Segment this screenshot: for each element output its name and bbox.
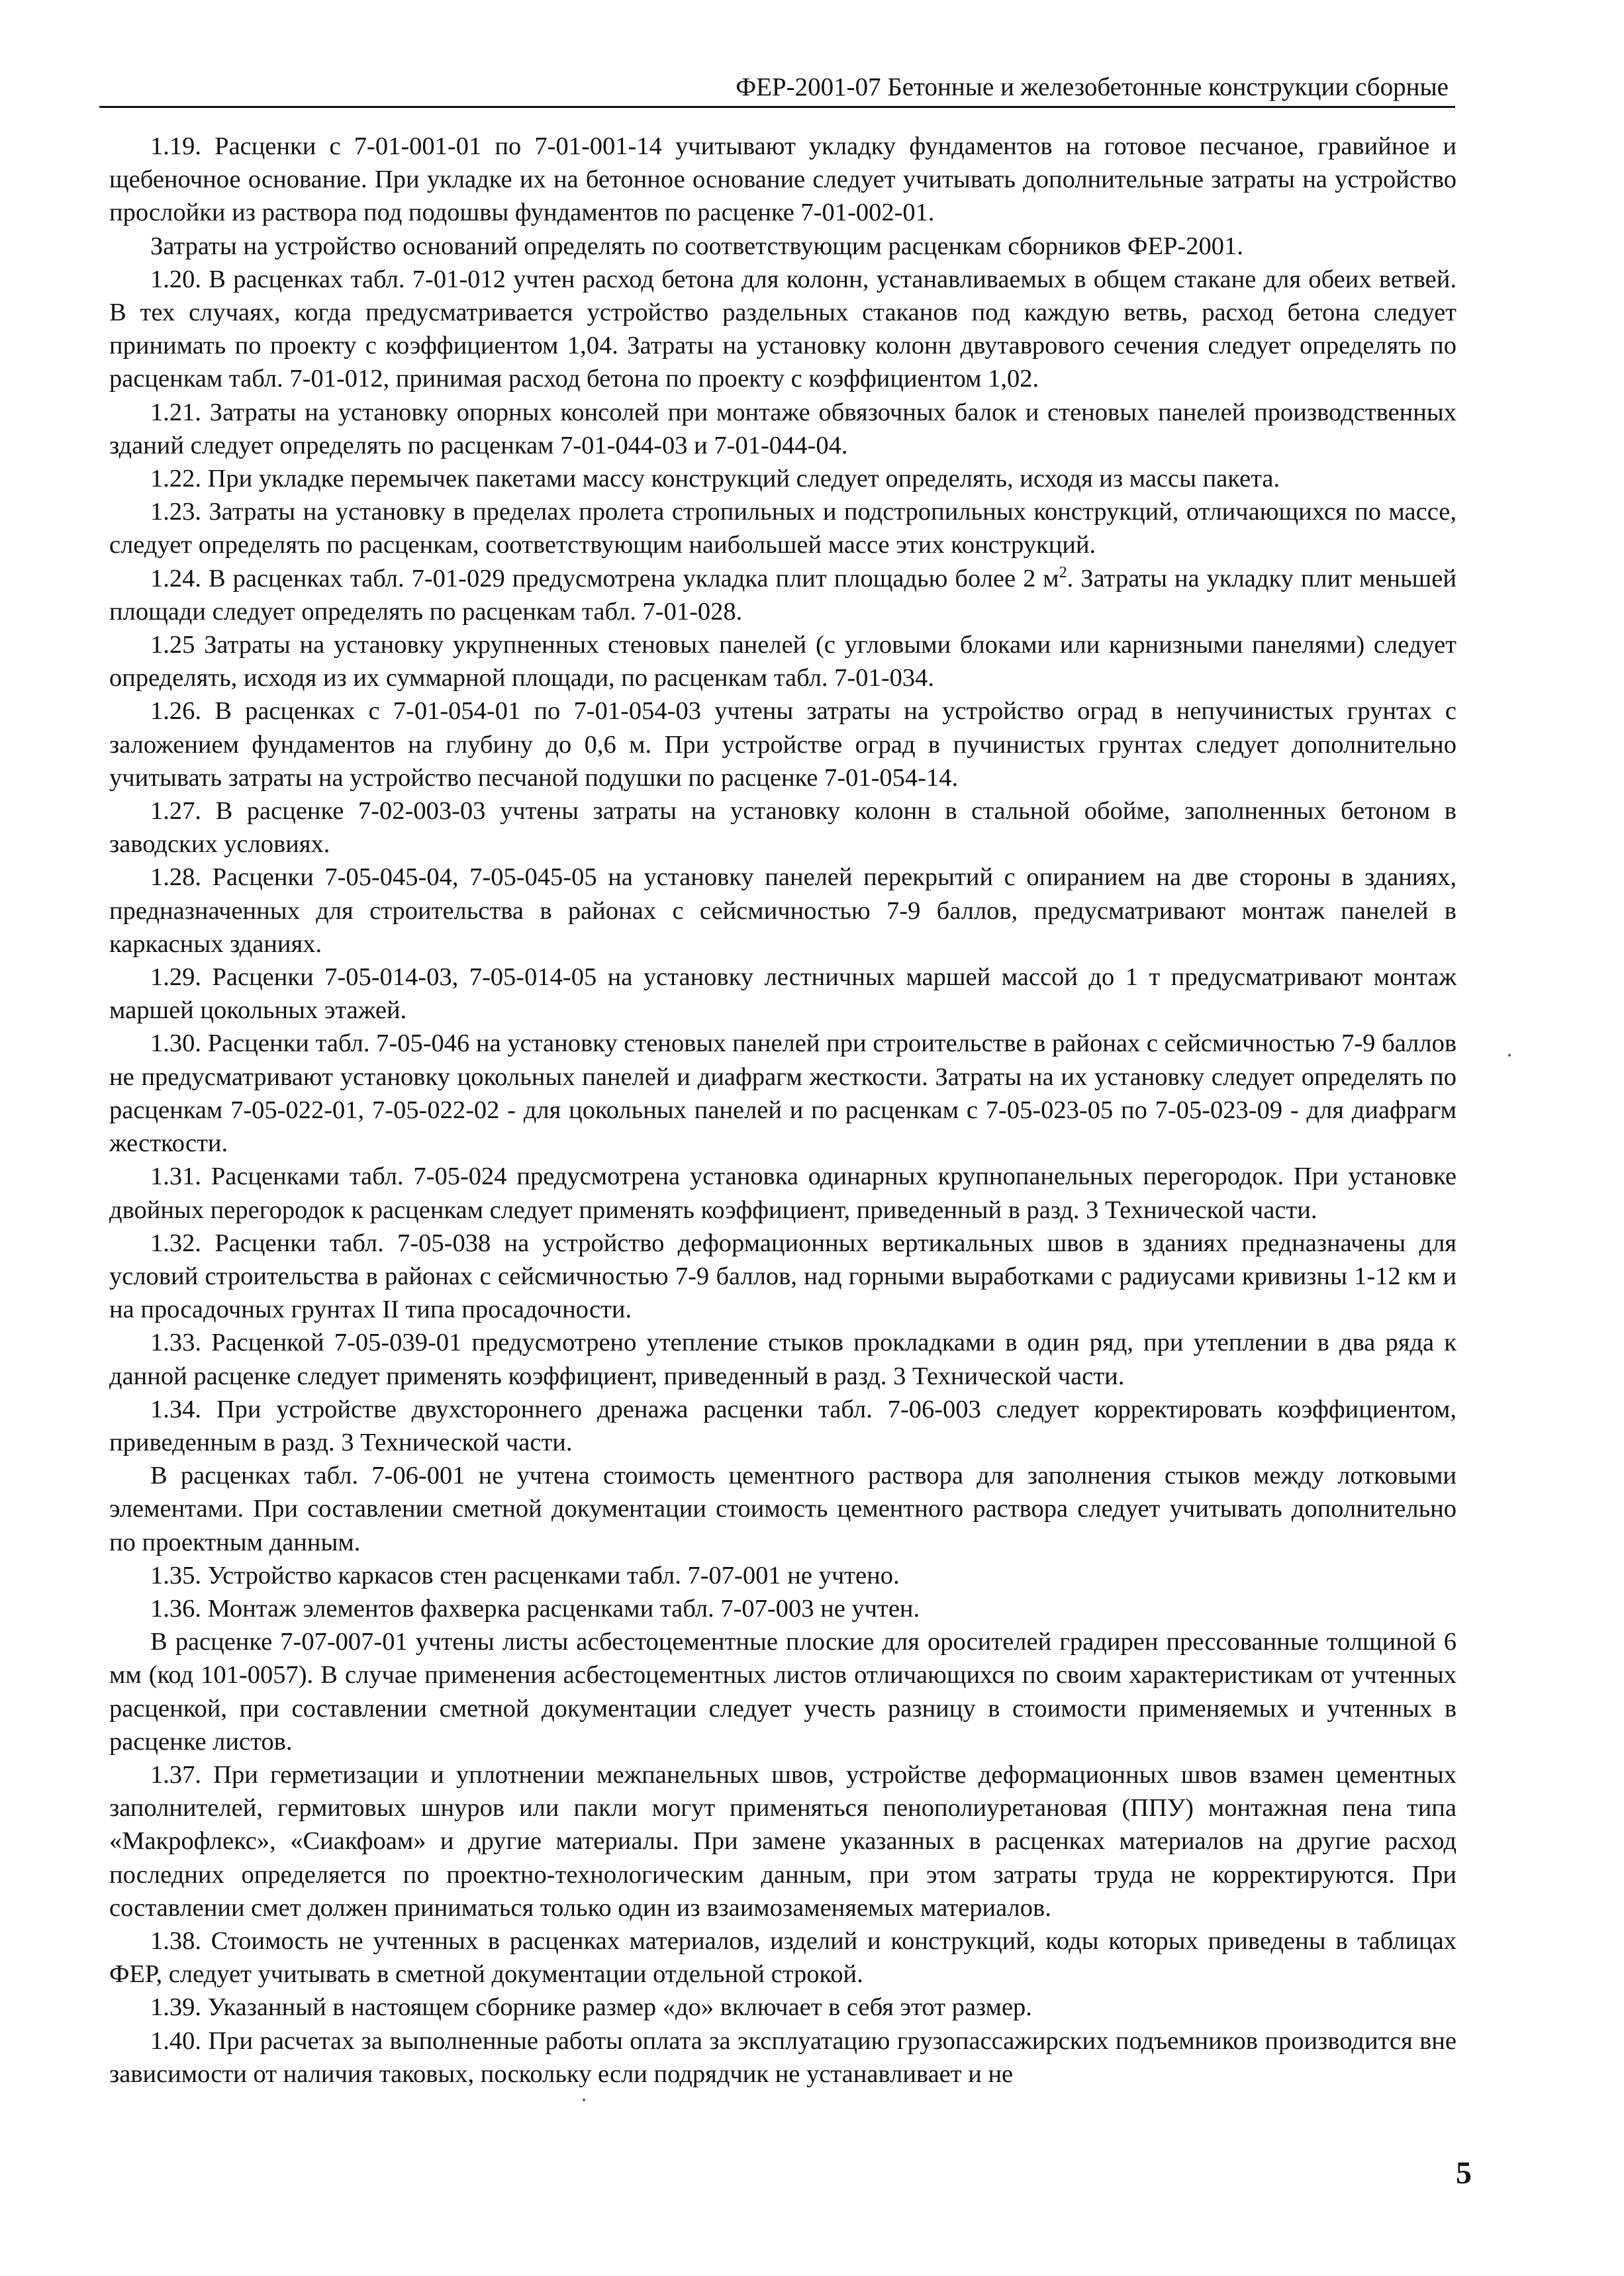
document-body	[109, 130, 1457, 2091]
paragraph-1-38: 1.38. Стоимость не учтенных в расценках материалов, изделий и конструкций, коды которых приведены в таблицах ФЕР, следует учитывать в сметной документации отдельной строкой.	[109, 1926, 1457, 1989]
paragraph-1-23: 1.23. Затраты на установку в пределах пролета стропильных и подстропильных конструкций, отличающихся по массе, следует определять по расценкам, соответствующим наибольшей массе этих конструкций.	[109, 498, 1457, 559]
paragraph-1-32: 1.32. Расценки табл. 7-05-038 на устройство деформационных вертикальных швов в зданиях предназначены для условий строительства в районах с сейсмичностью 7-9 баллов, над горными выработками с радиусами кривизны 1-12 км и на просадочных грунтах II типа просадочности.	[109, 1229, 1457, 1324]
paragraph-1-36: 1.36. Монтаж элементов фахверка расценками табл. 7-07-003 не учтен.	[150, 1594, 920, 1623]
paragraph-1-39: 1.39. Указанный в настоящем сборнике размер «до» включает в себя этот размер.	[150, 1993, 1032, 2022]
paragraph-1-24-start: 1.24. В расценках табл. 7-01-029 предусмотрена укладка плит площадью более 2 м	[150, 564, 1059, 593]
paragraph-1-40: 1.40. При расчетах за выполненные работы оплата за эксплуатацию грузопассажирских подъемников производится вне зависимости от наличия таковых, поскольку если подрядчик не устанавливает и не	[109, 2026, 1457, 2088]
paragraph-foundations-note: Затраты на устройство оснований определять по соответствующим расценкам сборников ФЕР-2001.	[150, 232, 1243, 260]
paragraph-1-25: 1.25 Затраты на установку укрупненных стеновых панелей (с угловыми блоками или карнизными панелями) следует определять, исходя из их суммарной площади, по расценкам табл. 7-01-034.	[109, 631, 1457, 692]
paragraph-1-20: 1.20. В расценках табл. 7-01-012 учтен расход бетона для колонн, устанавливаемых в общем стакане для обеих ветвей. В тех случаях, когда предусматривается устройство раздельных стаканов под каждую ветвь, расход бетона следует принимать по проекту с коэффициентом 1,04. Затраты на установку колонн двутаврового сечения следует определять по расценкам табл. 7-01-012, принимая расход бетона по проекту с коэффициентом 1,02.	[109, 265, 1457, 393]
paragraph-1-24-end: . Затраты на укладку плит меньшей площади следует определять по расценкам табл. 7-01-028.	[109, 564, 1457, 626]
page-number: 5	[1456, 2156, 1472, 2191]
paragraph-1-24	[109, 562, 1457, 628]
paragraph-1-26: 1.26. В расценках с 7-01-054-01 по 7-01-054-03 учтены затраты на устройство оград в непучинистых грунтах с заложением фундаментов на глубину до 0,6 м. При устройстве оград в пучинистых грунтах следует дополнительно учитывать затраты на устройство песчаной подушки по расценке 7-01-054-14.	[109, 697, 1457, 792]
paragraph-1-33: 1.33. Расценкой 7-05-039-01 предусмотрено утепление стыков прокладками в один ряд, при утеплении в два ряда к данной расценке следует применять коэффициент, приведенный в разд. 3 Технической части.	[109, 1329, 1457, 1390]
scan-speck	[583, 2099, 585, 2101]
paragraph-1-34: 1.34. При устройстве двухстороннего дренажа расценки табл. 7-06-003 следует корректировать коэффициентом, приведенным в разд. 3 Технической части.	[109, 1395, 1457, 1456]
paragraph-1-21: 1.21. Затраты на установку опорных консолей при монтаже обвязочных балок и стеновых панелей производственных зданий следует определять по расценкам 7-01-044-03 и 7-01-044-04.	[109, 398, 1457, 459]
paragraph-1-35: 1.35. Устройство каркасов стен расценками табл. 7-07-001 не учтено.	[150, 1561, 900, 1589]
paragraph-1-19: 1.19. Расценки с 7-01-001-01 по 7-01-001-14 учитывают укладку фундаментов на готовое песчаное, гравийное и щебеночное основание. При укладке их на бетонное основание следует учитывать дополнительные затраты на устройство прослойки из раствора под подошвы фундаментов по расценке 7-01-002-01.	[109, 132, 1457, 227]
paragraph-1-29: 1.29. Расценки 7-05-014-03, 7-05-014-05 на установку лестничных маршей массой до 1 т предусматривают монтаж маршей цокольных этажей.	[109, 963, 1457, 1025]
paragraph-cement-note: В расценках табл. 7-06-001 не учтена стоимость цементного раствора для заполнения стыков между лотковыми элементами. При составлении сметной документации стоимость цементного раствора следует учитывать дополнительно по проектным данным.	[109, 1462, 1457, 1556]
header-title: ФЕР-2001-07 Бетонные и железобетонные конструкции сборные	[736, 73, 1449, 101]
scan-speck	[1508, 1054, 1511, 1057]
paragraph-1-31: 1.31. Расценками табл. 7-05-024 предусмотрена установка одинарных крупнопанельных перегородок. При установке двойных перегородок к расценкам следует применять коэффициент, приведенный в разд. 3 Технической части.	[109, 1162, 1457, 1224]
paragraph-asbestos-note: В расценке 7-07-007-01 учтены листы асбестоцементные плоские для оросителей градирен прессованные толщиной 6 мм (код 101-0057). В случае применения асбестоцементных листов отличающихся по своим характеристикам от учтенных расценкой, при составлении сметной документации следует учесть разницу в стоимости применяемых и учтенных в расценке листов.	[109, 1628, 1457, 1756]
paragraph-1-28: 1.28. Расценки 7-05-045-04, 7-05-045-05 на установку панелей перекрытий с опиранием на две стороны в зданиях, предназначенных для строительства в районах с сейсмичностью 7-9 баллов, предусматривают монтаж панелей в каркасных зданиях.	[109, 863, 1457, 958]
paragraph-1-30: 1.30. Расценки табл. 7-05-046 на установку стеновых панелей при строительстве в районах с сейсмичностью 7-9 баллов не предусматривают установку цокольных панелей и диафрагм жесткости. Затраты на их установку следует определять по расценкам 7-05-022-01, 7-05-022-02 - для цокольных панелей и по расценкам с 7-05-023-05 по 7-05-023-09 - для диафрагм жесткости.	[109, 1029, 1457, 1158]
running-header	[99, 66, 1455, 108]
superscript-2: 2	[1059, 563, 1067, 581]
paragraph-1-37: 1.37. При герметизации и уплотнении межпанельных швов, устройстве деформационных швов взамен цементных заполнителей, гермитовых шнуров или пакли могут применяться пенополиуретановая (ППУ) монтажная пена типа «Макрофлекс», «Сиакфоам» и другие материалы. При замене указанных в расценках материалов на другие расход последних определяется по проектно-технологическим данным, при этом затраты труда не корректируются. При составлении смет должен приниматься только один из взаимозаменяемых материалов.	[109, 1760, 1457, 1922]
paragraph-1-27: 1.27. В расценке 7-02-003-03 учтены затраты на установку колонн в стальной обойме, заполненных бетоном в заводских условиях.	[109, 797, 1457, 859]
paragraph-1-22: 1.22. При укладке перемычек пакетами массу конструкций следует определять, исходя из массы пакета.	[150, 465, 1280, 493]
